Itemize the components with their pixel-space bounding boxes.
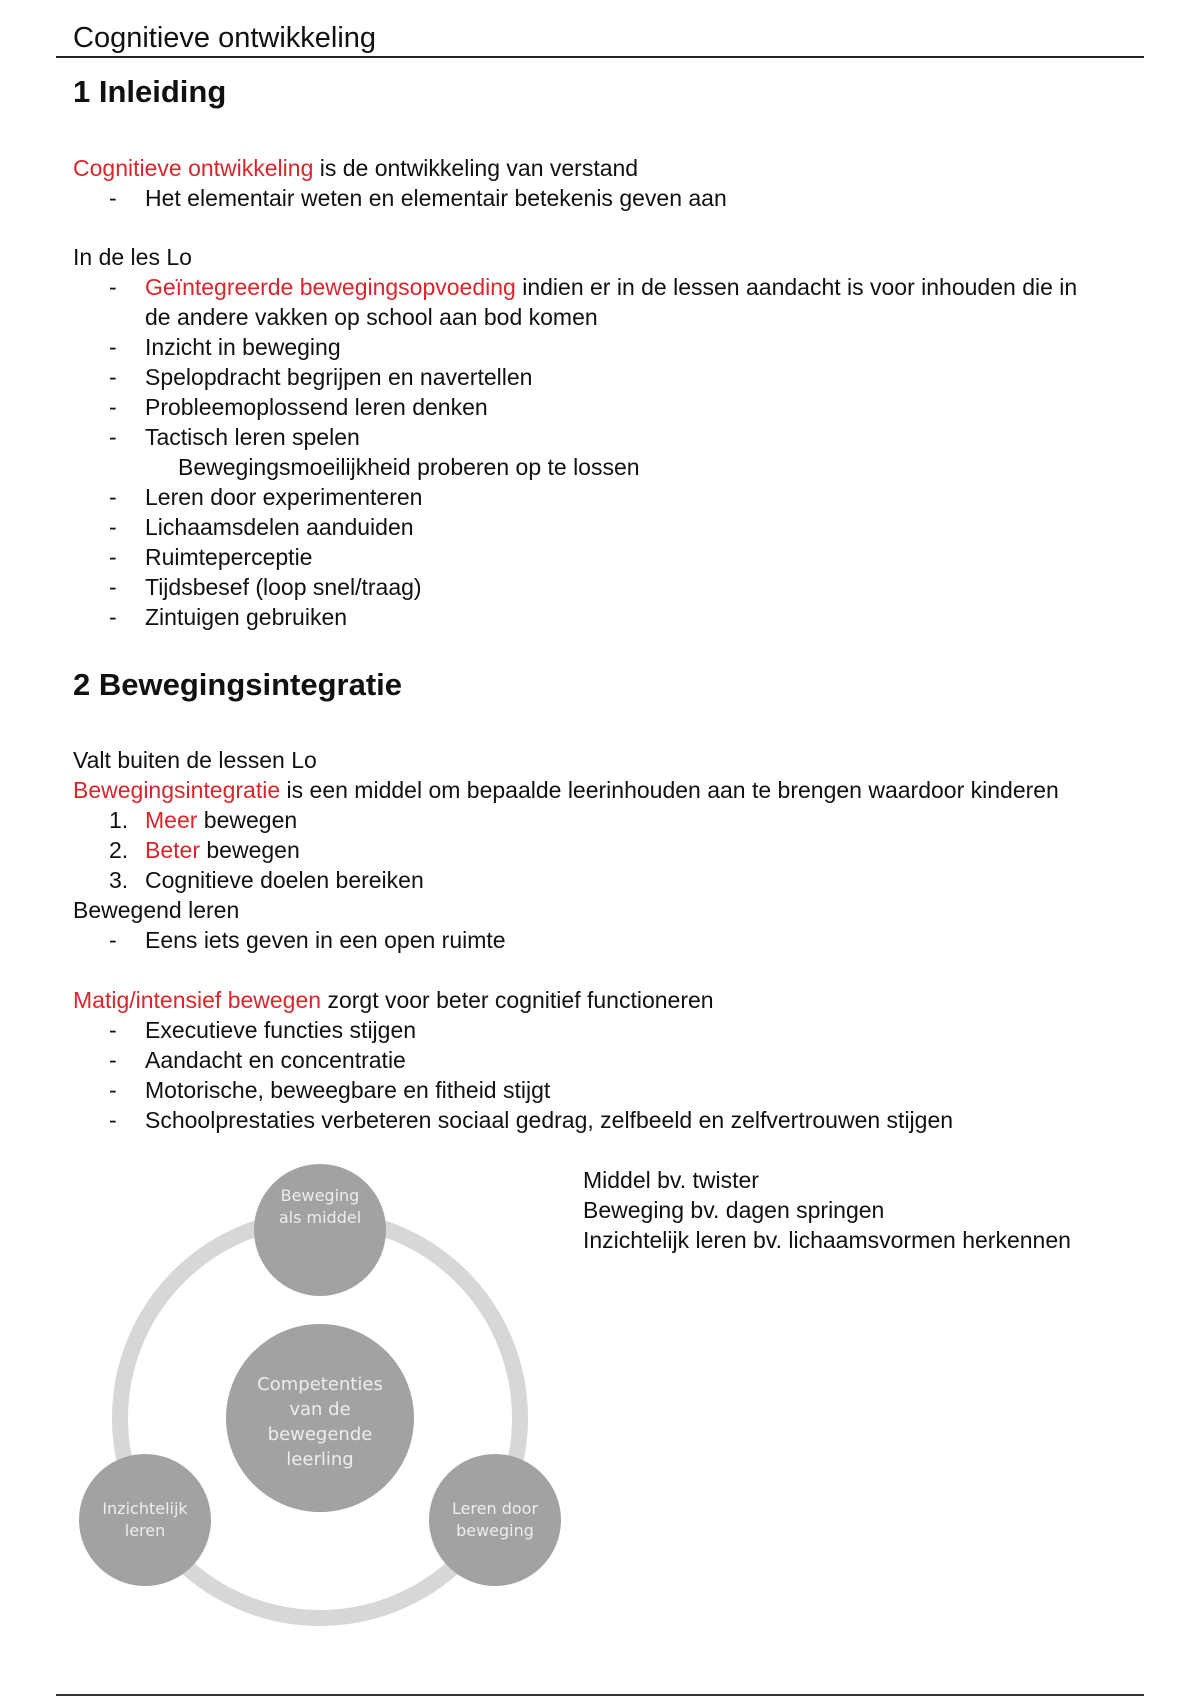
- term-beter: Beter: [145, 837, 200, 863]
- numbered-item: 3. Cognitieve doelen bereiken: [109, 867, 424, 893]
- node-top: [254, 1164, 386, 1296]
- page-header-title: Cognitieve ontwikkeling: [73, 22, 377, 54]
- node-left-label-1: Inzichtelijk: [102, 1499, 188, 1518]
- section-heading-bewegingsintegratie: 2 Bewegingsintegratie: [73, 667, 403, 702]
- list-item: - Executieve functies stijgen: [109, 1017, 417, 1043]
- node-top-label-1: Beweging: [280, 1186, 360, 1205]
- list-item: - Het elementair weten en elementair betekenis geven aan: [109, 185, 727, 211]
- list-item: - Inzicht in beweging: [109, 334, 341, 360]
- list-item: - Aandacht en concentratie: [109, 1047, 406, 1073]
- node-center-label-2: van de: [289, 1399, 351, 1420]
- node-right-label-1: Leren door: [451, 1499, 539, 1518]
- example-line: Middel bv. twister: [583, 1167, 759, 1193]
- paragraph: Bewegend leren: [73, 897, 240, 923]
- section-heading-inleiding: 1 Inleiding: [73, 74, 227, 109]
- node-center-label-4: leerling: [286, 1449, 354, 1470]
- list-item: - Zintuigen gebruiken: [109, 604, 348, 630]
- node-center-label-3: bewegende: [267, 1424, 373, 1445]
- list-item: - Probleemoplossend leren denken: [109, 394, 488, 420]
- list-item-continuation: de andere vakken op school aan bod komen: [145, 304, 598, 330]
- list-item: - Motorische, beweegbare en fitheid stijgt: [109, 1077, 551, 1103]
- list-item: - Leren door experimenteren: [109, 484, 423, 510]
- list-item: - Tactisch leren spelen: [109, 424, 360, 450]
- node-left-label-2: leren: [124, 1521, 166, 1540]
- numbered-item: 2. Beter bewegen: [109, 837, 300, 863]
- term-meer: Meer: [145, 807, 198, 833]
- example-line: Beweging bv. dagen springen: [583, 1197, 885, 1223]
- footer-divider: [56, 1694, 1144, 1696]
- node-right-label-2: beweging: [456, 1521, 534, 1540]
- term-cognitieve-ontwikkeling: Cognitieve ontwikkeling: [73, 155, 314, 181]
- node-top-label-2: als middel: [278, 1208, 362, 1227]
- list-item: - Lichaamsdelen aanduiden: [109, 514, 414, 540]
- paragraph-effects: Matig/intensief bewegen zorgt voor beter cognitief functioneren: [73, 987, 714, 1013]
- list-item: - Eens iets geven in een open ruimte: [109, 927, 506, 953]
- numbered-item: 1. Meer bewegen: [109, 807, 298, 833]
- example-line: Inzichtelijk leren bv. lichaamsvormen herkennen: [583, 1227, 1071, 1253]
- node-left: [79, 1454, 211, 1586]
- term-matig-intensief-bewegen: Matig/intensief bewegen: [73, 987, 322, 1013]
- definition-bewegingsintegratie: Bewegingsintegratie is een middel om bepaalde leerinhouden aan te brengen waardoor kinderen: [73, 777, 1059, 803]
- list-item: - Geïntegreerde bewegingsopvoeding indien er in de lessen aandacht is voor inhouden die in: [109, 274, 1078, 300]
- list-item: - Schoolprestaties verbeteren sociaal gedrag, zelfbeeld en zelfvertrouwen stijgen: [109, 1107, 954, 1133]
- node-right: [429, 1454, 561, 1586]
- list-item: - Tijdsbesef (loop snel/traag): [109, 574, 422, 600]
- list-item: - Ruimteperceptie: [109, 544, 313, 570]
- definition-cognitive-development: Cognitieve ontwikkeling is de ontwikkeling van verstand: [73, 155, 639, 181]
- list-item: - Spelopdracht begrijpen en navertellen: [109, 364, 533, 390]
- node-center-label-1: Competenties: [257, 1374, 383, 1395]
- term-bewegingsintegratie: Bewegingsintegratie: [73, 777, 281, 803]
- lesson-intro: In de les Lo: [73, 244, 192, 270]
- sub-list-item: Bewegingsmoeilijkheid proberen op te lossen: [178, 454, 640, 480]
- paragraph: Valt buiten de lessen Lo: [73, 747, 317, 773]
- competencies-cycle-diagram: [70, 1145, 570, 1635]
- header-divider: [56, 56, 1144, 58]
- term-geintegreerde-bewegingsopvoeding: Geïntegreerde bewegingsopvoeding: [145, 274, 516, 300]
